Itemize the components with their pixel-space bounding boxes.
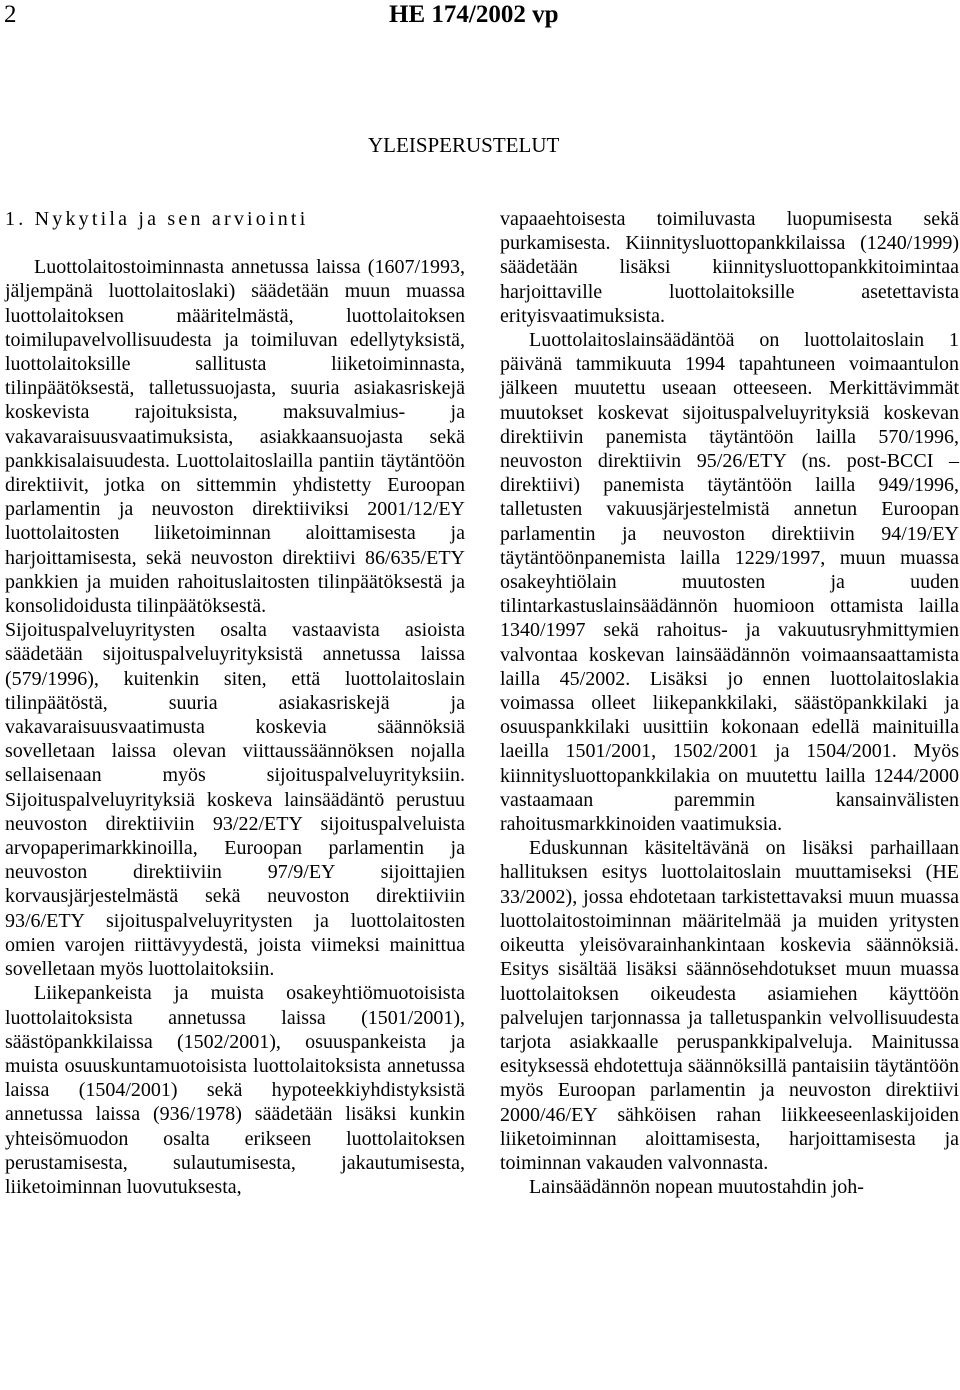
right-column — [500, 207, 959, 1199]
paragraph-rapid-changes: Lainsäädännön nopean muutostahdin joh- — [529, 1176, 864, 1199]
left-column — [5, 207, 465, 1199]
section-heading: 1. Nykytila ja sen arviointi — [5, 208, 309, 230]
main-heading: YLEISPERUSTELUT — [368, 133, 560, 157]
paragraph-investment-firms: Sijoituspalveluyritysten osalta vastaavista asioista säädetään sijoituspalveluyrityksistä annetussa laissa (579/1996), kuitenkin siten, että luottolaitoslain tilinpäätöstä, suuria asiakasriskejä ja vakavaraisuusvaatimusta koskevia säännöksiä sovelletaan laissa olevan viittaussäännöksen nojalla sellaisenaan myös sijoituspalveluyrityksiin. Sijoituspalveluyrityksiä koskeva lainsäädäntö perustuu neuvoston direktiiviin 93/22/ETY sijoituspalveluista arvopaperimarkkinoilla, Euroopan parlamentin ja neuvoston direktiiviin 97/9/EY sijoittajien korvausjärjestelmästä sekä neuvoston direktiiviin 93/6/ETY sijoituspalveluyritysten ja luottolaitosten omien varojen riittävyydestä, joista viimeksi mainittua sovelletaan myös luottolaitoksiin. — [5, 619, 465, 981]
paragraph-legislation-changes: Luottolaitoslainsäädäntöä on luottolaitoslain 1 päivänä tammikuuta 1994 tapahtuneen voimaantulon jälkeen muutettu useaan otteeseen. Merkittävimmät muutokset koskevat sijoituspalveluyrityksiä koskevan direktiivin panemista täytäntöön lailla 570/1996, neuvoston direktiivin 95/26/ETY (ns. post-BCCI –direktiivi) panemista täytäntöön lailla 949/1996, talletusten vakuusjärjestelmistä annetun Euroopan parlamentin ja neuvoston direktiivin 94/19/EY täytäntöönpanemista lailla 1229/1997, muun muassa osakeyhtiölain muutosten ja uuden tilintarkastuslainsäädännön huomioon ottamista lailla 1340/1997 sekä rahoitus- ja vakuutusryhmittymien valvontaa koskevan lainsäädännön voimaansaattamista lailla 45/2002. Lisäksi jo ennen luottolaitoslakia voimassa olleet liikepankkilaki, säästöpankkilaki ja osuuspankkilaki uusittiin kokonaan edellä mainituilla laeilla 1501/2001, 1502/2001 ja 1504/2001. Myös kiinnitysluottopankkilakia on muutettu lailla 1244/2000 vastaamaan paremmin kansainvälisten rahoitusmarkkinoiden vaatimuksia. — [500, 329, 959, 836]
paragraph-parliament-proposal: Eduskunnan käsiteltävänä on lisäksi parhaillaan hallituksen esitys luottolaitoslain muuttamiseksi (HE 33/2002), jossa ehdotetaan tarkistettavaksi muun muassa luottolaitostoiminnan määritelmää ja muiden yritysten oikeutta yleisövarainhankintaan koskevia säännöksiä. Esitys sisältää lisäksi säännösehdotukset muun muassa luottolaitoksen oikeudesta asiamiehen käyttöön palvelujen tarjonnassa ja talletuspankin velvollisuudesta tarjota asiakkaalle peruspankkipalveluja. Mainitussa esityksessä ehdotettuja säännöksillä pantaisiin täytäntöön myös Euroopan parlamentin ja neuvoston direktiivi 2000/46/EY sähköisen rahan liikkeeseenlaskijoiden liiketoiminnan aloittamisesta, harjoittamisesta ja toiminnan vakauden valvonnasta. — [500, 837, 959, 1174]
document-id: HE 174/2002 vp — [389, 1, 559, 28]
paragraph-company-forms: Liikepankeista ja muista osakeyhtiömuotoisista luottolaitoksista annetussa laissa (1501/2001), säästöpankkilaissa (1502/2001), osuuspankeista ja muista osuuskuntamuotoisista luottolaitoksista annetussa laissa (1504/2001) sekä hypoteekkiyhdistyksistä annetussa laissa (936/1978) säädetään lisäksi kunkin yhteisömuodon osalta erikseen luottolaitoksen perustamisesta, sulautumisesta, jakautumisesta, liiketoiminnan luovutuksesta, — [5, 982, 465, 1198]
page-number: 2 — [4, 1, 17, 28]
paragraph-voluntary-licence: vapaaehtoisesta toimiluvasta luopumisesta sekä purkamisesta. Kiinnitysluottopankkilaissa (1240/1999) säädetään lisäksi kiinnitysluottopankkitoimintaa harjoittaville luottolaitoksille asetettavista erityisvaatimuksista. — [500, 208, 959, 327]
paragraph-credit-institutions-act: Luottolaitostoiminnasta annetussa laissa (1607/1993, jäljempänä luottolaitoslaki) säädetään muun muassa luottolaitoksen määritelmästä, luottolaitoksen toimilupavelvollisuudesta ja toimiluvan edellytyksistä, luottolaitoksille sallitusta liiketoiminnasta, tilinpäätöksestä, talletussuojasta, suuria asiakasriskejä koskevista rajoituksista, maksuvalmius- ja vakavaraisuusvaatimuksista, asiakkaansuojasta sekä pankkisalaisuudesta. Luottolaitoslailla pantiin täytäntöön direktiivit, jotka on sittemmin yhdistetty Euroopan parlamentin ja neuvoston direktiiviksi 2001/12/EY luottolaitosten liiketoiminnan aloittamisesta ja harjoittamisesta, sekä neuvoston direktiivi 86/635/ETY pankkien ja muiden rahoituslaitosten tilinpäätöksestä ja konsolidoidusta tilinpäätöksestä. — [5, 256, 465, 618]
